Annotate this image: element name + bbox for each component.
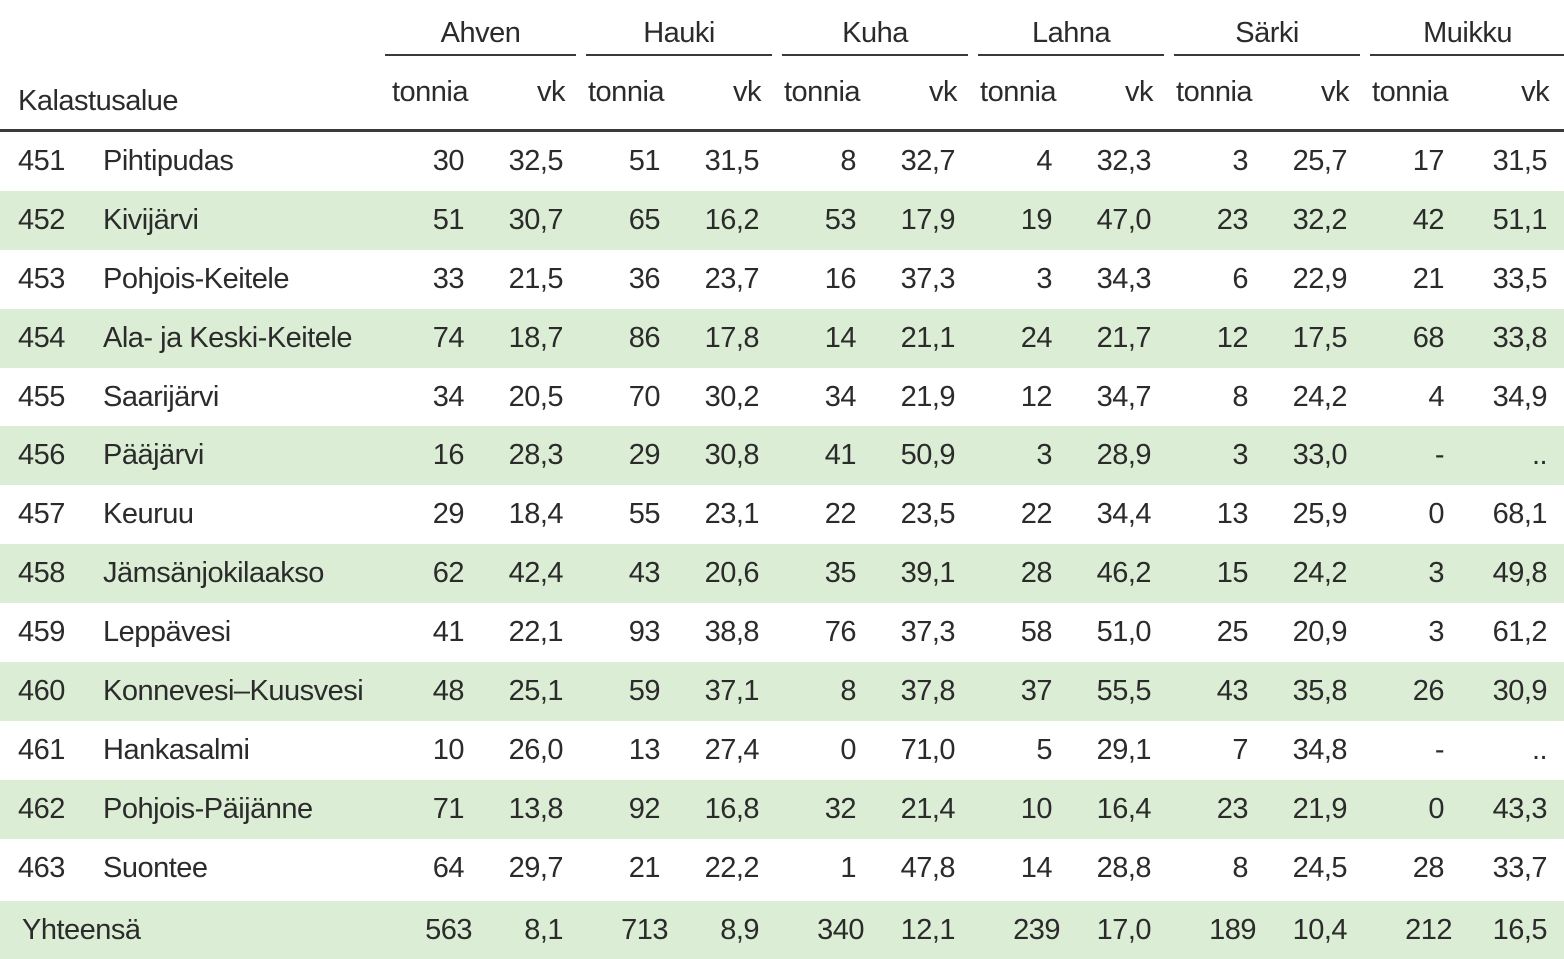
- catch-tonnes-cell: 64: [385, 839, 482, 898]
- table-header: [0, 0, 1564, 131]
- vk-cell: 21,9: [1266, 780, 1365, 839]
- vk-cell: 30,8: [678, 426, 777, 485]
- catch-tonnes-cell: 65: [581, 191, 678, 250]
- catch-tonnes-cell: 10: [385, 721, 482, 780]
- catch-tonnes-cell: 33: [385, 250, 482, 309]
- area-code: 462: [0, 780, 95, 839]
- vk-cell: 31,5: [1462, 131, 1564, 191]
- vk-cell: 24,2: [1266, 368, 1365, 427]
- area-code: 463: [0, 839, 95, 898]
- catch-tonnes-cell: 29: [581, 426, 678, 485]
- vk-cell: 20,9: [1266, 603, 1365, 662]
- vk-cell: 21,4: [874, 780, 973, 839]
- catch-tonnes-cell: 43: [581, 544, 678, 603]
- vk-cell: 33,0: [1266, 426, 1365, 485]
- catch-tonnes-cell: 3: [1365, 603, 1462, 662]
- vk-cell: 43,3: [1462, 780, 1564, 839]
- vk-cell: 47,0: [1070, 191, 1169, 250]
- species-header: Kuha: [777, 0, 973, 55]
- vk-cell: 25,9: [1266, 485, 1365, 544]
- catch-tonnes-cell: 23: [1169, 780, 1266, 839]
- catch-tonnes-cell: 55: [581, 485, 678, 544]
- catch-tonnes-cell: 8: [1169, 839, 1266, 898]
- table-row: [0, 250, 1564, 309]
- total-vk-cell: 10,4: [1266, 901, 1365, 959]
- header-blank: [0, 0, 385, 55]
- catch-tonnes-cell: 34: [385, 368, 482, 427]
- table-row: [0, 839, 1564, 898]
- table-row: [0, 131, 1564, 191]
- area-name: Hankasalmi: [95, 721, 385, 780]
- vk-cell: 37,8: [874, 662, 973, 721]
- vk-cell: 28,3: [482, 426, 581, 485]
- table-row: [0, 780, 1564, 839]
- vk-cell: 32,7: [874, 131, 973, 191]
- catch-tonnes-cell: 68: [1365, 309, 1462, 368]
- vk-cell: 61,2: [1462, 603, 1564, 662]
- vk-cell: 35,8: [1266, 662, 1365, 721]
- catch-tonnes-cell: 5: [973, 721, 1070, 780]
- catch-tonnes-cell: 36: [581, 250, 678, 309]
- vk-cell: 23,7: [678, 250, 777, 309]
- table-row: [0, 485, 1564, 544]
- unit-header: vk: [482, 55, 581, 131]
- vk-cell: 18,4: [482, 485, 581, 544]
- area-name: Pääjärvi: [95, 426, 385, 485]
- catch-tonnes-cell: 43: [1169, 662, 1266, 721]
- catch-tonnes-cell: 6: [1169, 250, 1266, 309]
- vk-cell: 37,3: [874, 250, 973, 309]
- area-code: 458: [0, 544, 95, 603]
- area-name: Konnevesi–Kuusvesi: [95, 662, 385, 721]
- catch-tonnes-cell: 17: [1365, 131, 1462, 191]
- vk-cell: 29,1: [1070, 721, 1169, 780]
- vk-cell: 18,7: [482, 309, 581, 368]
- vk-cell: 21,7: [1070, 309, 1169, 368]
- catch-tonnes-cell: 22: [973, 485, 1070, 544]
- table-row: [0, 662, 1564, 721]
- area-name: Pihtipudas: [95, 131, 385, 191]
- vk-cell: 49,8: [1462, 544, 1564, 603]
- table-row: [0, 426, 1564, 485]
- vk-cell: ..: [1462, 426, 1564, 485]
- area-name: Pohjois-Keitele: [95, 250, 385, 309]
- catch-tonnes-cell: 22: [777, 485, 874, 544]
- unit-header: vk: [678, 55, 777, 131]
- vk-cell: 30,7: [482, 191, 581, 250]
- total-vk-cell: 17,0: [1070, 901, 1169, 959]
- catch-tonnes-cell: 13: [581, 721, 678, 780]
- unit-header: vk: [1266, 55, 1365, 131]
- catch-tonnes-cell: 32: [777, 780, 874, 839]
- table-row: [0, 368, 1564, 427]
- vk-cell: 24,5: [1266, 839, 1365, 898]
- catch-tonnes-cell: 62: [385, 544, 482, 603]
- vk-cell: 71,0: [874, 721, 973, 780]
- catch-tonnes-cell: 0: [777, 721, 874, 780]
- catch-tonnes-cell: 59: [581, 662, 678, 721]
- unit-header: tonnia: [973, 55, 1070, 131]
- table-row: [0, 721, 1564, 780]
- catch-tonnes-cell: -: [1365, 721, 1462, 780]
- total-row: [0, 901, 1564, 959]
- vk-cell: 46,2: [1070, 544, 1169, 603]
- table-row: [0, 544, 1564, 603]
- total-tonnes-cell: 189: [1169, 901, 1266, 959]
- vk-cell: 24,2: [1266, 544, 1365, 603]
- units-header-row: [0, 55, 1564, 131]
- catch-tonnes-cell: 53: [777, 191, 874, 250]
- vk-cell: 34,4: [1070, 485, 1169, 544]
- vk-cell: 31,5: [678, 131, 777, 191]
- total-vk-cell: 12,1: [874, 901, 973, 959]
- total-tonnes-cell: 340: [777, 901, 874, 959]
- catch-tonnes-cell: 13: [1169, 485, 1266, 544]
- area-code: 459: [0, 603, 95, 662]
- catch-tonnes-cell: 41: [777, 426, 874, 485]
- catch-tonnes-cell: 26: [1365, 662, 1462, 721]
- catch-tonnes-cell: 16: [777, 250, 874, 309]
- catch-tonnes-cell: 58: [973, 603, 1070, 662]
- area-name: Pohjois-Päijänne: [95, 780, 385, 839]
- catch-tonnes-cell: 48: [385, 662, 482, 721]
- catch-tonnes-cell: 74: [385, 309, 482, 368]
- area-name: Keuruu: [95, 485, 385, 544]
- catch-tonnes-cell: 21: [1365, 250, 1462, 309]
- vk-cell: 27,4: [678, 721, 777, 780]
- catch-tonnes-cell: 1: [777, 839, 874, 898]
- catch-tonnes-cell: 70: [581, 368, 678, 427]
- vk-cell: 30,2: [678, 368, 777, 427]
- catch-tonnes-cell: 12: [973, 368, 1070, 427]
- vk-cell: 20,6: [678, 544, 777, 603]
- vk-cell: 28,9: [1070, 426, 1169, 485]
- vk-cell: 47,8: [874, 839, 973, 898]
- catch-tonnes-cell: 76: [777, 603, 874, 662]
- area-code: 460: [0, 662, 95, 721]
- catch-tonnes-cell: 3: [1169, 131, 1266, 191]
- unit-header: tonnia: [385, 55, 482, 131]
- vk-cell: 50,9: [874, 426, 973, 485]
- area-code: 455: [0, 368, 95, 427]
- vk-cell: 16,2: [678, 191, 777, 250]
- vk-cell: 32,5: [482, 131, 581, 191]
- catch-tonnes-cell: 24: [973, 309, 1070, 368]
- vk-cell: 32,3: [1070, 131, 1169, 191]
- area-name: Ala- ja Keski-Keitele: [95, 309, 385, 368]
- vk-cell: 21,1: [874, 309, 973, 368]
- vk-cell: 32,2: [1266, 191, 1365, 250]
- vk-cell: ..: [1462, 721, 1564, 780]
- unit-header: tonnia: [1169, 55, 1266, 131]
- table-row: [0, 191, 1564, 250]
- unit-header: tonnia: [777, 55, 874, 131]
- vk-cell: 51,0: [1070, 603, 1169, 662]
- area-name: Kivijärvi: [95, 191, 385, 250]
- area-column-header: Kalastusalue: [0, 55, 385, 131]
- unit-header: vk: [1070, 55, 1169, 131]
- vk-cell: 37,3: [874, 603, 973, 662]
- catch-tonnes-cell: 8: [777, 662, 874, 721]
- catch-tonnes-cell: 25: [1169, 603, 1266, 662]
- total-label: Yhteensä: [0, 901, 385, 959]
- vk-cell: 16,8: [678, 780, 777, 839]
- catch-tonnes-cell: 3: [973, 250, 1070, 309]
- vk-cell: 33,5: [1462, 250, 1564, 309]
- table-body: [0, 131, 1564, 959]
- catch-tonnes-cell: 0: [1365, 485, 1462, 544]
- vk-cell: 33,8: [1462, 309, 1564, 368]
- vk-cell: 17,8: [678, 309, 777, 368]
- catch-tonnes-cell: 3: [1365, 544, 1462, 603]
- vk-cell: 30,9: [1462, 662, 1564, 721]
- area-code: 457: [0, 485, 95, 544]
- total-tonnes-cell: 563: [385, 901, 482, 959]
- vk-cell: 29,7: [482, 839, 581, 898]
- area-code: 452: [0, 191, 95, 250]
- vk-cell: 22,1: [482, 603, 581, 662]
- catch-tonnes-cell: 14: [777, 309, 874, 368]
- catch-tonnes-cell: 71: [385, 780, 482, 839]
- table-row: [0, 309, 1564, 368]
- catch-tonnes-cell: -: [1365, 426, 1462, 485]
- vk-cell: 21,5: [482, 250, 581, 309]
- area-code: 461: [0, 721, 95, 780]
- total-vk-cell: 16,5: [1462, 901, 1564, 959]
- catch-tonnes-cell: 37: [973, 662, 1070, 721]
- total-vk-cell: 8,9: [678, 901, 777, 959]
- species-header: Ahven: [385, 0, 581, 55]
- catch-tonnes-cell: 30: [385, 131, 482, 191]
- vk-cell: 34,8: [1266, 721, 1365, 780]
- species-header: Hauki: [581, 0, 777, 55]
- area-name: Saarijärvi: [95, 368, 385, 427]
- vk-cell: 42,4: [482, 544, 581, 603]
- vk-cell: 17,5: [1266, 309, 1365, 368]
- table-row: [0, 603, 1564, 662]
- vk-cell: 16,4: [1070, 780, 1169, 839]
- vk-cell: 22,2: [678, 839, 777, 898]
- catch-tonnes-cell: 34: [777, 368, 874, 427]
- vk-cell: 22,9: [1266, 250, 1365, 309]
- catch-tonnes-cell: 12: [1169, 309, 1266, 368]
- catch-tonnes-cell: 23: [1169, 191, 1266, 250]
- catch-tonnes-cell: 28: [973, 544, 1070, 603]
- total-tonnes-cell: 713: [581, 901, 678, 959]
- vk-cell: 13,8: [482, 780, 581, 839]
- vk-cell: 28,8: [1070, 839, 1169, 898]
- catch-tonnes-cell: 10: [973, 780, 1070, 839]
- catch-tonnes-cell: 4: [1365, 368, 1462, 427]
- catch-tonnes-cell: 14: [973, 839, 1070, 898]
- vk-cell: 20,5: [482, 368, 581, 427]
- catch-tonnes-cell: 15: [1169, 544, 1266, 603]
- vk-cell: 33,7: [1462, 839, 1564, 898]
- catch-tonnes-cell: 29: [385, 485, 482, 544]
- area-code: 454: [0, 309, 95, 368]
- unit-header: vk: [1462, 55, 1564, 131]
- vk-cell: 34,3: [1070, 250, 1169, 309]
- catch-tonnes-cell: 4: [973, 131, 1070, 191]
- catch-tonnes-cell: 28: [1365, 839, 1462, 898]
- vk-cell: 37,1: [678, 662, 777, 721]
- vk-cell: 23,5: [874, 485, 973, 544]
- species-header: Lahna: [973, 0, 1169, 55]
- vk-cell: 23,1: [678, 485, 777, 544]
- vk-cell: 26,0: [482, 721, 581, 780]
- catch-tonnes-cell: 8: [777, 131, 874, 191]
- catch-tonnes-cell: 35: [777, 544, 874, 603]
- vk-cell: 55,5: [1070, 662, 1169, 721]
- catch-tonnes-cell: 41: [385, 603, 482, 662]
- vk-cell: 25,1: [482, 662, 581, 721]
- area-code: 453: [0, 250, 95, 309]
- catch-tonnes-cell: 86: [581, 309, 678, 368]
- total-vk-cell: 8,1: [482, 901, 581, 959]
- catch-tonnes-cell: 3: [973, 426, 1070, 485]
- vk-cell: 68,1: [1462, 485, 1564, 544]
- catch-tonnes-cell: 42: [1365, 191, 1462, 250]
- catch-tonnes-cell: 93: [581, 603, 678, 662]
- unit-header: tonnia: [1365, 55, 1462, 131]
- total-tonnes-cell: 212: [1365, 901, 1462, 959]
- catch-tonnes-cell: 92: [581, 780, 678, 839]
- area-name: Jämsänjokilaakso: [95, 544, 385, 603]
- catch-tonnes-cell: 8: [1169, 368, 1266, 427]
- catch-tonnes-cell: 51: [385, 191, 482, 250]
- species-header: Särki: [1169, 0, 1365, 55]
- area-name: Suontee: [95, 839, 385, 898]
- area-code: 451: [0, 131, 95, 191]
- vk-cell: 39,1: [874, 544, 973, 603]
- area-name: Leppävesi: [95, 603, 385, 662]
- catch-tonnes-cell: 3: [1169, 426, 1266, 485]
- catch-tonnes-cell: 21: [581, 839, 678, 898]
- species-header: Muikku: [1365, 0, 1564, 55]
- catch-tonnes-cell: 19: [973, 191, 1070, 250]
- vk-cell: 17,9: [874, 191, 973, 250]
- total-tonnes-cell: 239: [973, 901, 1070, 959]
- catch-tonnes-cell: 0: [1365, 780, 1462, 839]
- catch-tonnes-cell: 16: [385, 426, 482, 485]
- vk-cell: 25,7: [1266, 131, 1365, 191]
- species-header-row: [0, 0, 1564, 55]
- unit-header: tonnia: [581, 55, 678, 131]
- unit-header: vk: [874, 55, 973, 131]
- vk-cell: 21,9: [874, 368, 973, 427]
- vk-cell: 38,8: [678, 603, 777, 662]
- area-code: 456: [0, 426, 95, 485]
- vk-cell: 34,9: [1462, 368, 1564, 427]
- catch-tonnes-cell: 51: [581, 131, 678, 191]
- vk-cell: 34,7: [1070, 368, 1169, 427]
- vk-cell: 51,1: [1462, 191, 1564, 250]
- catch-tonnes-cell: 7: [1169, 721, 1266, 780]
